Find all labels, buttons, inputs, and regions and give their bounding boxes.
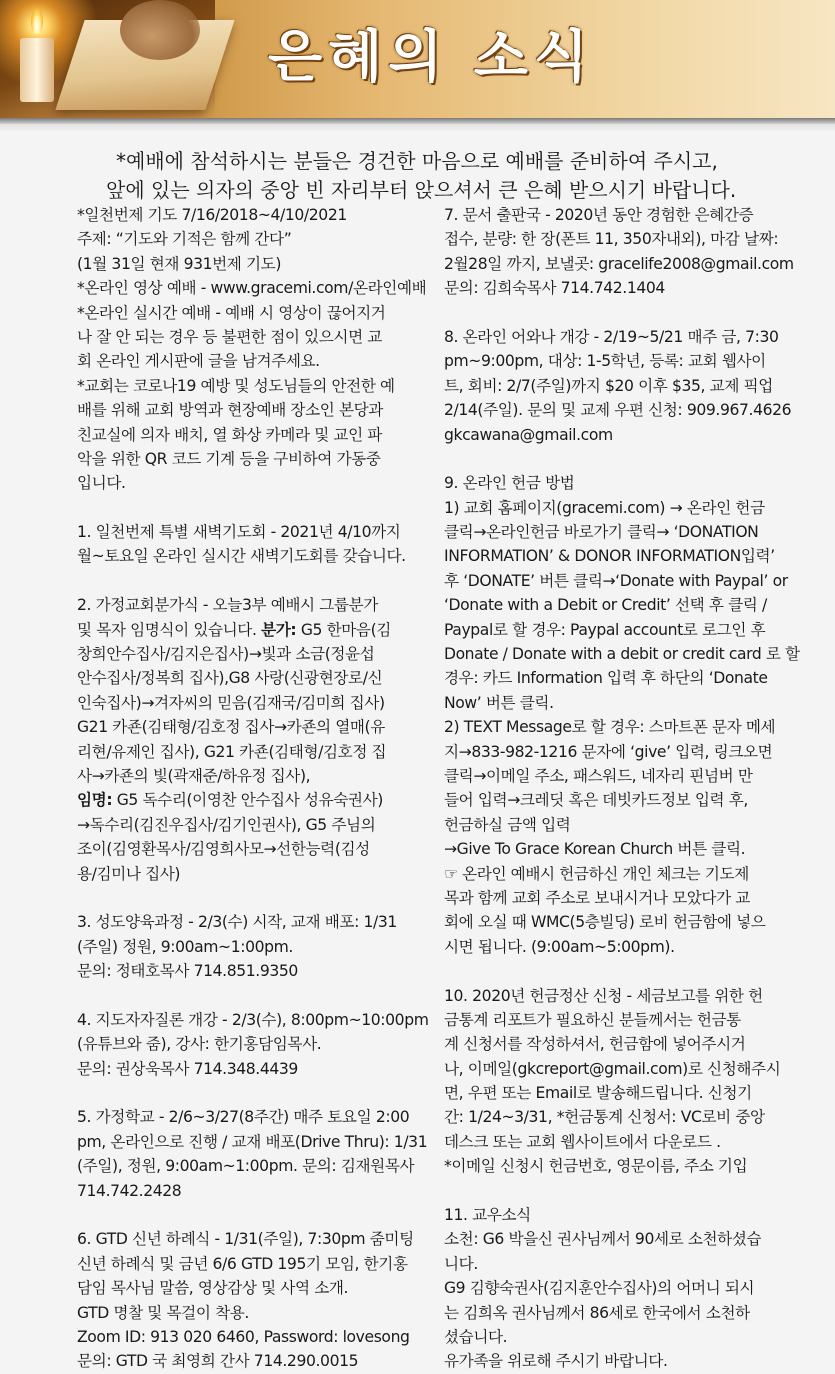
paragraph-gap: [77, 886, 429, 910]
intro-line: *예배에 참석하시는 분들은 경건한 마음으로 예배를 준비하여 주시고,: [116, 149, 718, 173]
text-line: G9 김향숙권사(김지훈안수집사)의 어머니 되시: [444, 1279, 755, 1298]
header-divider-shadow: [0, 124, 835, 132]
text-line: 셨습니다.: [444, 1327, 508, 1346]
paragraph-gap: [77, 569, 429, 593]
text-line: 창희안수집사/김지은집사)→빛과 소금(정윤섭: [77, 645, 375, 664]
text-line: 11. 교우소식: [444, 1206, 531, 1225]
text-line: 용/김미나 집사): [77, 864, 181, 883]
bold-label: 임명:: [77, 791, 113, 810]
text-line: 담임 목사님 말씀, 영상감상 및 사역 소개.: [77, 1279, 349, 1298]
text-line: 1) 교회 홈페이지(gracemi.com) → 온라인 헌금: [444, 498, 765, 517]
text-line: Paypal로 할 경우: Paypal account로 로그인 후: [444, 620, 766, 639]
text-line: *교회는 코로나19 예방 및 성도님들의 안전한 예: [77, 376, 395, 395]
text-line: 4. 지도자자질론 개강 - 2/3(수), 8:00pm~10:00pm: [77, 1010, 429, 1029]
text-line: 사→카죤의 빛(곽재준/하유정 집사),: [77, 766, 311, 785]
text-line: 714.742.2428: [77, 1181, 182, 1200]
text-line: ☞ 온라인 예배시 헌금하신 개인 체크는 기도제: [444, 864, 749, 883]
text-line: 안수집사/정복희 집사),G8 사랑(신광현장로/신: [77, 669, 383, 688]
text-line: 문의: 김희숙목사 714.742.1404: [444, 279, 665, 298]
paragraph-gap: [77, 1081, 429, 1105]
text-line: 2월28일 까지, 보낼곳: gracelife2008@gmail.com: [444, 254, 794, 273]
text-line: 1. 일천번제 특별 새벽기도회 - 2021년 4/10까지: [77, 523, 401, 542]
paragraph-gap: [77, 496, 429, 520]
text-line: pm~9:00pm, 대상: 1-5학년, 등록: 교회 웹사이: [444, 352, 766, 371]
text-line: 접수, 분량: 한 장(폰트 11, 350자내외), 마감 날짜:: [444, 230, 779, 249]
text-line: 유가족을 위로해 주시기 바랍니다.: [444, 1352, 668, 1371]
bold-label: 분가:: [261, 620, 297, 639]
text-line: 2) TEXT Message로 할 경우: 스마트폰 문자 메세: [444, 718, 776, 737]
text-line: 헌금하실 금액 입력: [444, 815, 571, 834]
text-line: Now’ 버튼 클릭.: [444, 693, 554, 712]
text-line: 클릭→온라인헌금 바로가기 클릭→ ‘DONATION: [444, 523, 759, 542]
paragraph-gap: [77, 984, 429, 1008]
text-line: 월~토요일 온라인 실시간 새벽기도회를 갖습니다.: [77, 547, 406, 566]
text-line: 간: 1/24~3/31, *헌금통계 신청서: VC로비 중앙: [444, 1108, 765, 1127]
paragraph-gap: [77, 1203, 429, 1227]
text-line: 10. 2020년 헌금정산 신청 - 세금보고를 위한 헌: [444, 986, 763, 1005]
text-line: 리현/유제인 집사), G21 카죤(김태형/김호정 집: [77, 742, 387, 761]
text-line: Zoom ID: 913 020 6460, Password: lovesong: [77, 1327, 410, 1346]
header-banner: [0, 0, 835, 118]
candle-flame-icon: [31, 8, 43, 34]
text-line: (1월 31일 현재 931번제 기도): [77, 254, 282, 273]
text-line: 2. 가정교회분가식 - 오늘3부 예배시 그룹분가: [77, 596, 378, 615]
text-line: *온라인 영상 예배 - www.gracemi.com/온라인예배: [77, 279, 427, 298]
text-line: 경우: 카드 Information 입력 후 하단의 ‘Donate: [444, 669, 768, 688]
text-line: 입니다.: [77, 474, 126, 493]
text-line: *온라인 실시간 예배 - 예배 시 영상이 끊어지거: [77, 303, 386, 322]
intro-line: 앞에 있는 의자의 중앙 빈 자리부터 앉으셔서 큰 은혜 받으시기 바랍니다.: [106, 178, 737, 202]
text-line: 나 잘 안 되는 경우 등 불편한 점이 있으시면 교: [77, 327, 382, 346]
text-line: 클릭→이메일 주소, 패스워드, 네자리 핀넘버 만: [444, 766, 753, 785]
text-line: 및 목자 임명식이 있습니다. 분가: G5 한마음(김: [77, 620, 391, 639]
text-line: INFORMATION’ & DONOR INFORMATION입력’: [444, 547, 775, 566]
text-line: 들어 입력→크레딧 혹은 데빗카드정보 입력 후,: [444, 791, 748, 810]
paragraph-gap: [444, 1179, 800, 1203]
text-line: 조이(김영환목사/김영희사모→선한능력(김성: [77, 840, 370, 859]
text-line: 문의: GTD 국 최영희 간사 714.290.0015: [77, 1352, 359, 1371]
paragraph-gap: [444, 301, 800, 325]
text-line: 면, 우편 또는 Email로 발송해드립니다. 신청기: [444, 1084, 752, 1103]
text-line: 목과 함께 교회 주소로 보내시거나 모았다가 교: [444, 888, 750, 907]
page-title: 은혜의 소식: [268, 24, 594, 90]
text-line: →Give To Grace Korean Church 버튼 클릭.: [444, 840, 746, 859]
text-line: 후 ‘DONATE’ 버튼 클릭→‘Donate with Paypal’ or: [444, 571, 788, 590]
text-line: 9. 온라인 헌금 방법: [444, 474, 575, 493]
text-line: gkcawana@gmail.com: [444, 425, 613, 444]
text-line: →독수리(김진우집사/김기인권사), G5 주님의: [77, 815, 376, 834]
text-line: 트, 회비: 2/7(주일)까지 $20 이후 $35, 교제 픽업: [444, 376, 773, 395]
text-line: *일천번제 기도 7/16/2018~4/10/2021: [77, 206, 347, 224]
text-line: 회에 오실 때 WMC(5층빌딩) 로비 헌금함에 넣으: [444, 913, 766, 932]
candle-image: [20, 38, 54, 102]
text-line: (주일) 정원, 9:00am~1:00pm.: [77, 937, 293, 956]
text-line: ‘Donate with a Debit or Credit’ 선택 후 클릭 /: [444, 596, 767, 615]
paragraph-gap: [444, 447, 800, 471]
text-line: 계 신청서를 작성하셔서, 헌금함에 넣어주시거: [444, 1035, 746, 1054]
text-line: Donate / Donate with a debit or credit card 로 할: [444, 645, 800, 664]
text-line: 7. 문서 출판국 - 2020년 동안 경험한 은혜간증: [444, 206, 754, 224]
text-line: 니다.: [444, 1254, 478, 1273]
text-line: 임명: G5 독수리(이영찬 안수집사 성유숙권사): [77, 791, 383, 810]
text-line: 악을 위한 QR 코드 기계 등을 구비하여 가동중: [77, 449, 381, 468]
text-line: 문의: 정태호목사 714.851.9350: [77, 962, 298, 981]
text-line: 데스크 또는 교회 웹사이트에서 다운로드 .: [444, 1132, 721, 1151]
text-line: *이메일 신청시 헌금번호, 영문이름, 주소 기입: [444, 1157, 748, 1176]
text-line: 배를 위해 교회 방역과 현장예배 장소인 본당과: [77, 401, 383, 420]
text-line: 나, 이메일(gkcreport@gmail.com)로 신청해주시: [444, 1059, 781, 1078]
text-line: 신년 하례식 및 금년 6/6 GTD 195기 모임, 한기홍: [77, 1254, 408, 1273]
text-line: 문의: 권상욱목사 714.348.4439: [77, 1059, 298, 1078]
text-line: (주일), 정원, 9:00am~1:00pm. 문의: 김재원목사: [77, 1157, 415, 1176]
text-line: 지→833-982-1216 문자에 ‘give’ 입력, 링크오면: [444, 742, 773, 761]
candle-bible-photo: [0, 0, 215, 118]
intro-notice: [106, 147, 756, 205]
text-line: 소천: G6 박을신 권사님께서 90세로 소천하셨습: [444, 1230, 762, 1249]
text-line: 2/14(주일). 문의 및 교제 우편 신청: 909.967.4626: [444, 401, 792, 420]
text-line: 3. 성도양육과정 - 2/3(수) 시작, 교재 배포: 1/31: [77, 913, 397, 932]
praying-hands-image: [120, 0, 200, 60]
text-line: (유튜브와 줌), 강사: 한기홍담임목사.: [77, 1035, 322, 1054]
text-line: G21 카죤(김태형/김호정 집사→카죤의 열매(유: [77, 718, 385, 737]
text-line: 는 김희옥 권사님께서 86세로 한국에서 소천하: [444, 1303, 750, 1322]
right-column: [444, 203, 800, 1374]
text-line: 금통계 리포트가 필요하신 분들께서는 헌금통: [444, 1010, 741, 1029]
text-line: 회 온라인 게시판에 글을 남겨주세요.: [77, 352, 320, 371]
text-line: pm, 온라인으로 진행 / 교재 배포(Drive Thru): 1/31: [77, 1132, 428, 1151]
text-line: 시면 됩니다. (9:00am~5:00pm).: [444, 937, 675, 956]
text-line: GTD 명찰 및 목걸이 착용.: [77, 1303, 249, 1322]
paragraph-gap: [444, 959, 800, 983]
text-line: 인숙집사)→겨자씨의 믿음(김재국/김미희 집사): [77, 693, 385, 712]
text-line: 주제: “기도와 기적은 함께 간다”: [77, 230, 292, 249]
text-line: 5. 가정학교 - 2/6~3/27(8주간) 매주 토요일 2:00: [77, 1108, 410, 1127]
text-line: 친교실에 의자 배치, 열 화상 카메라 및 교인 파: [77, 425, 382, 444]
text-line: 6. GTD 신년 하례식 - 1/31(주일), 7:30pm 줌미팅: [77, 1230, 414, 1249]
left-column: [77, 203, 429, 1374]
text-line: 8. 온라인 어와나 개강 - 2/19~5/21 매주 금, 7:30: [444, 327, 779, 346]
